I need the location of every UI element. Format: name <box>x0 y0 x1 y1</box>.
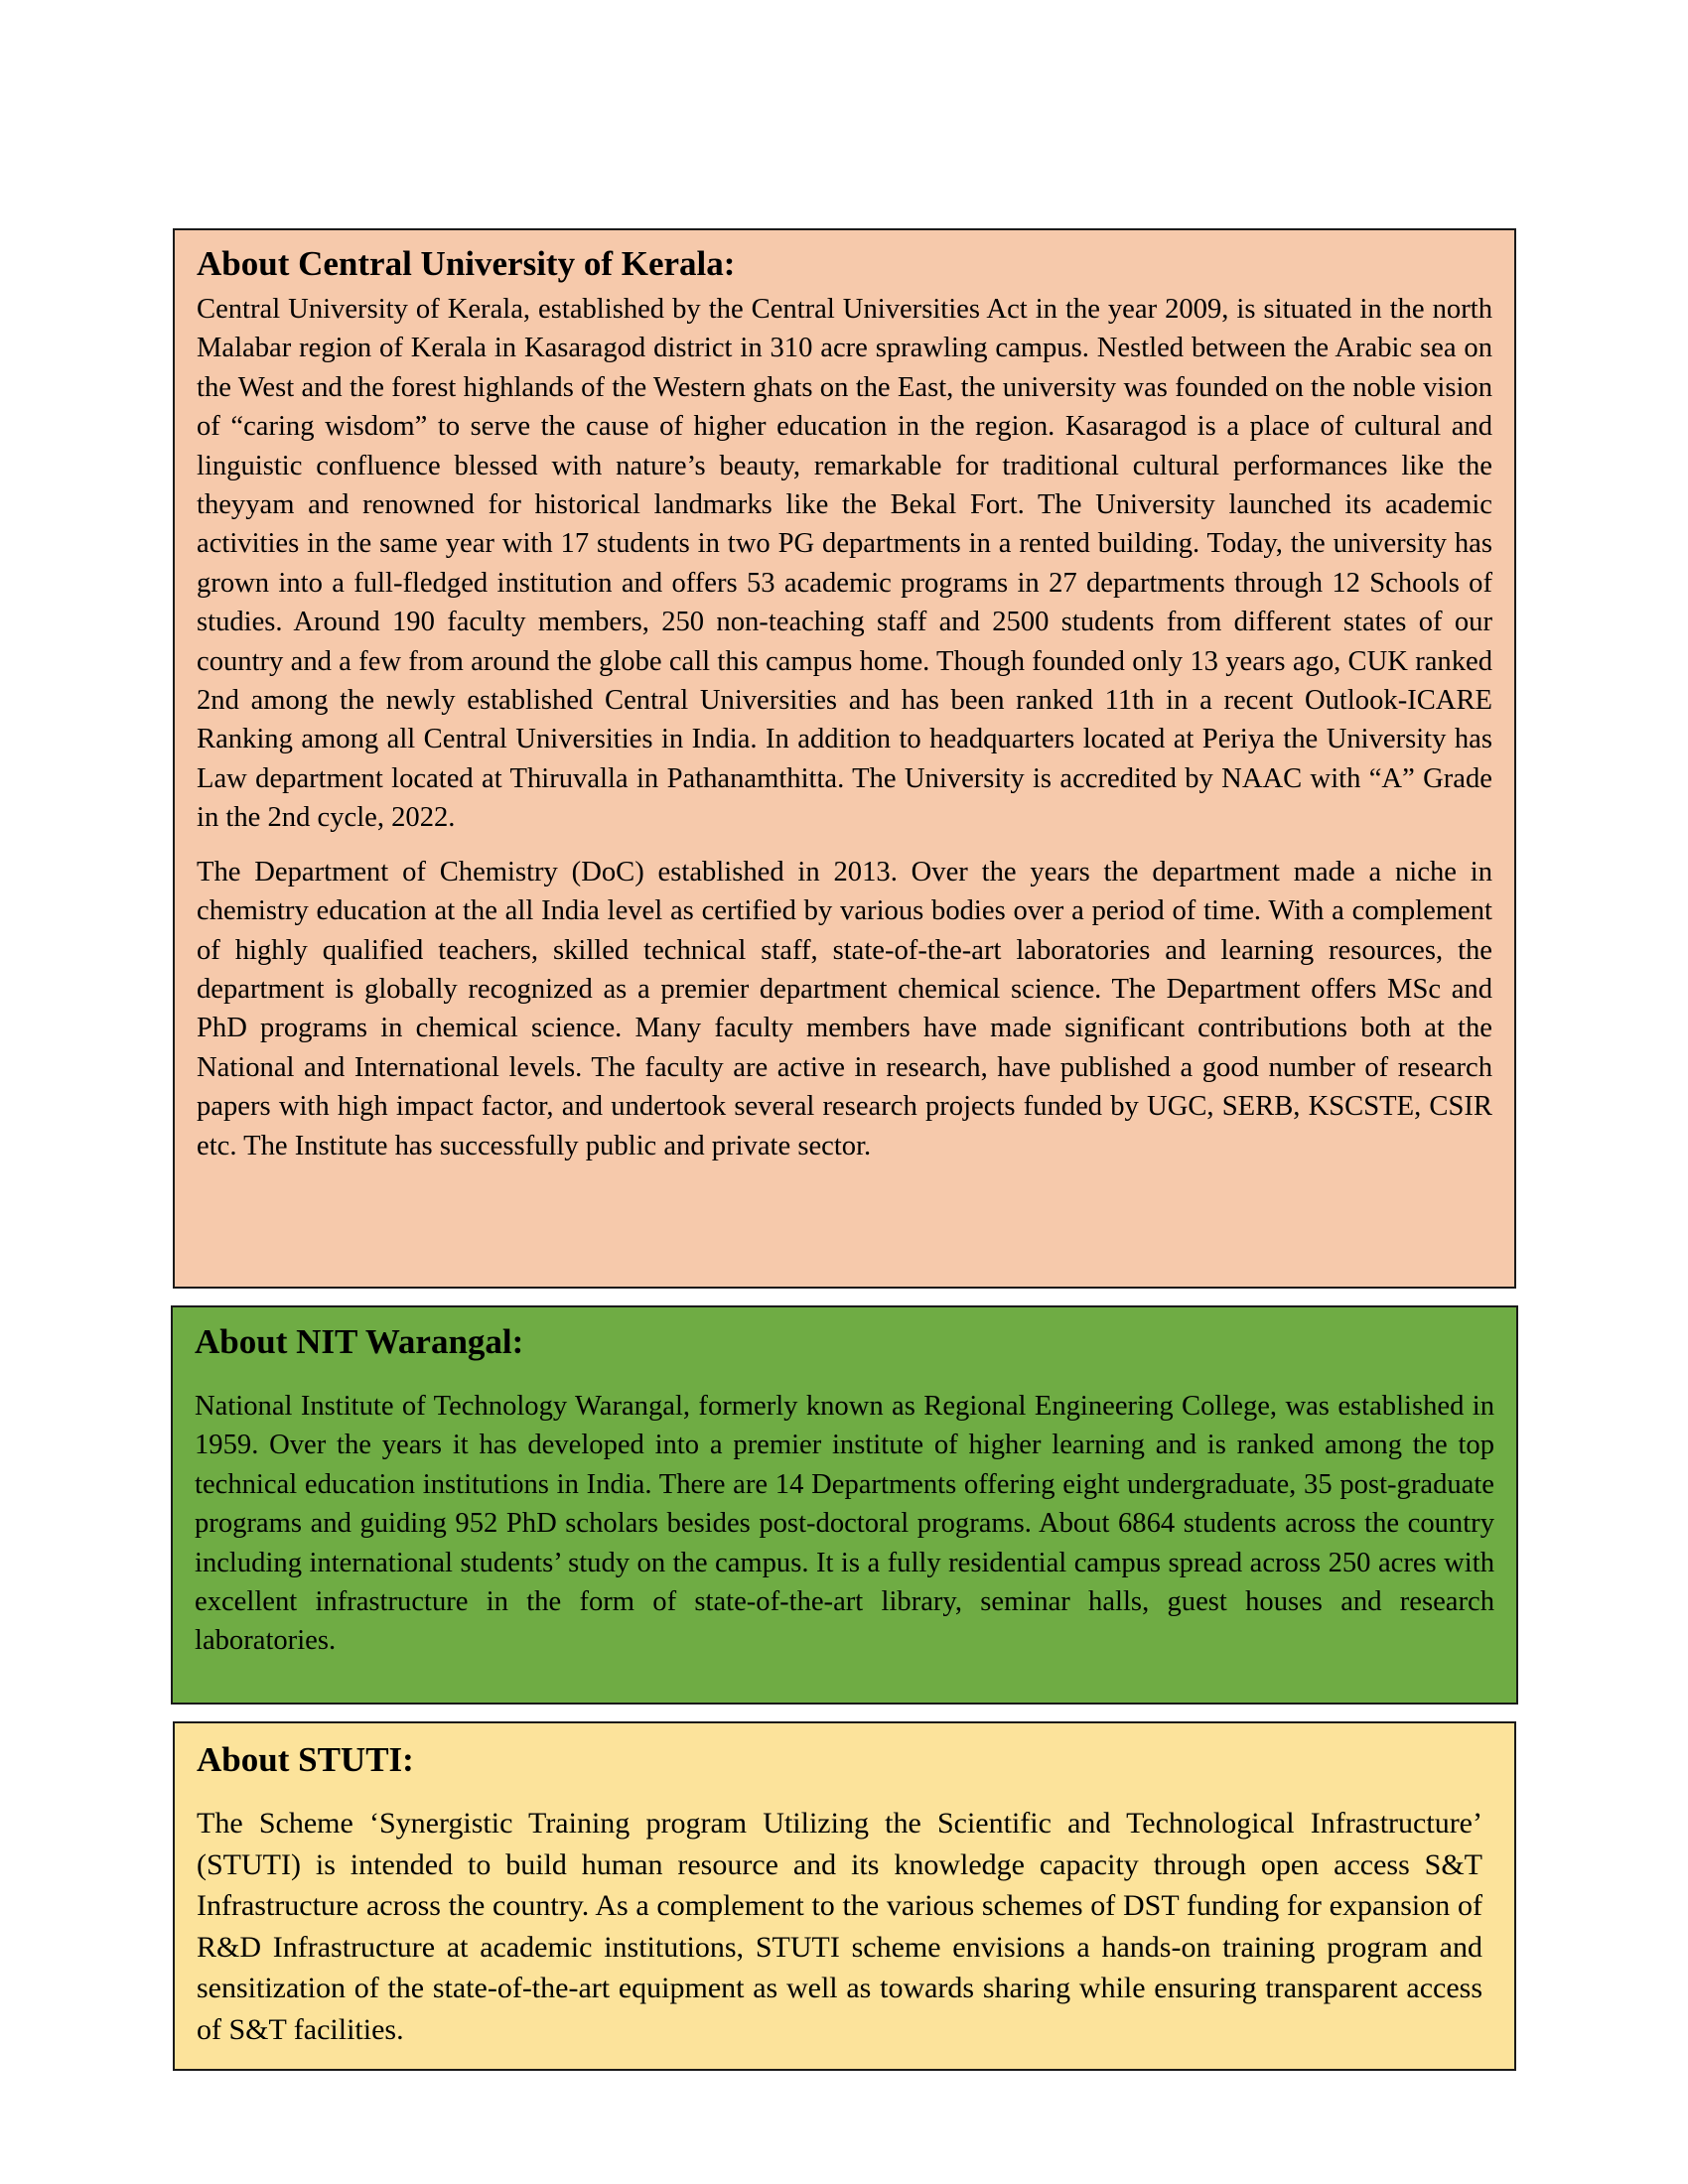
cuk-section <box>173 228 1516 1289</box>
stuti-section <box>173 1721 1516 2071</box>
stuti-heading: About STUTI: <box>197 1740 414 1779</box>
cuk-paragraph-university: Central University of Kerala, established by the Central Universities Act in the year 2009, is situated in the north Malabar region of Kerala in Kasaragod district in 310 acre sprawling campus. Nestled between the Arabic sea on the West and the forest highlands of the Western ghats on the East, the university was founded on the noble vision of “caring wisdom” to serve the cause of higher education in the region. Kasaragod is a place of cultural and linguistic confluence blessed with nature’s beauty, remarkable for traditional cultural performances like the theyyam and renowned for historical landmarks like the Bekal Fort. The University launched its academic activities in the same year with 17 students in two PG departments in a rented building. Today, the university has grown into a full-fledged institution and offers 53 academic programs in 27 departments through 12 Schools of studies. Around 190 faculty members, 250 non-teaching staff and 2500 students from different states of our country and a few from around the globe call this campus home. Though founded only 13 years ago, CUK ranked 2nd among the newly established Central Universities and has been ranked 11th in a recent Outlook-ICARE Ranking among all Central Universities in India. In addition to headquarters located at Periya the University has Law department located at Thiruvalla in Pathanamthitta. The University is accredited by NAAC with “A” Grade in the 2nd cycle, 2022. <box>197 294 1492 834</box>
nit-section <box>171 1305 1518 1705</box>
stuti-paragraph: The Scheme ‘Synergistic Training program Utilizing the Scientific and Technological Infrastructure’ (STUTI) is intended to build human resource and its knowledge capacity through open access S&T Infrastructure across the country. As a complement to the various schemes of DST funding for expansion of R&D Infrastructure at academic institutions, STUTI scheme envisions a hands-on training program and sensitization of the state-of-the-art equipment as well as towards sharing while ensuring transparent access of S&T facilities. <box>197 1807 1482 2046</box>
nit-heading: About NIT Warangal: <box>195 1322 524 1361</box>
cuk-heading: About Central University of Kerala: <box>197 244 736 283</box>
cuk-paragraph-chemistry-department: The Department of Chemistry (DoC) established in 2013. Over the years the department made a niche in chemistry education at the all India level as certified by various bodies over a period of time. With a complement of highly qualified teachers, skilled technical staff, state-of-the-art laboratories and learning resources, the department is globally recognized as a premier department chemical science. The Department offers MSc and PhD programs in chemical science. Many faculty members have made significant contributions both at the National and International levels. The faculty are active in research, have published a good number of research papers with high impact factor, and undertook several research projects funded by UGC, SERB, KSCSTE, CSIR etc. The Institute has successfully public and private sector. <box>197 856 1492 1161</box>
nit-paragraph: National Institute of Technology Warangal, formerly known as Regional Engineering College, was established in 1959. Over the years it has developed into a premier institute of higher learning and is ranked among the top technical education institutions in India. There are 14 Departments offering eight undergraduate, 35 post-graduate programs and guiding 952 PhD scholars besides post-doctoral programs. About 6864 students across the country including international students’ study on the campus. It is a fully residential campus spread across 250 acres with excellent infrastructure in the form of state-of-the-art library, seminar halls, guest houses and research laboratories. <box>195 1391 1494 1657</box>
